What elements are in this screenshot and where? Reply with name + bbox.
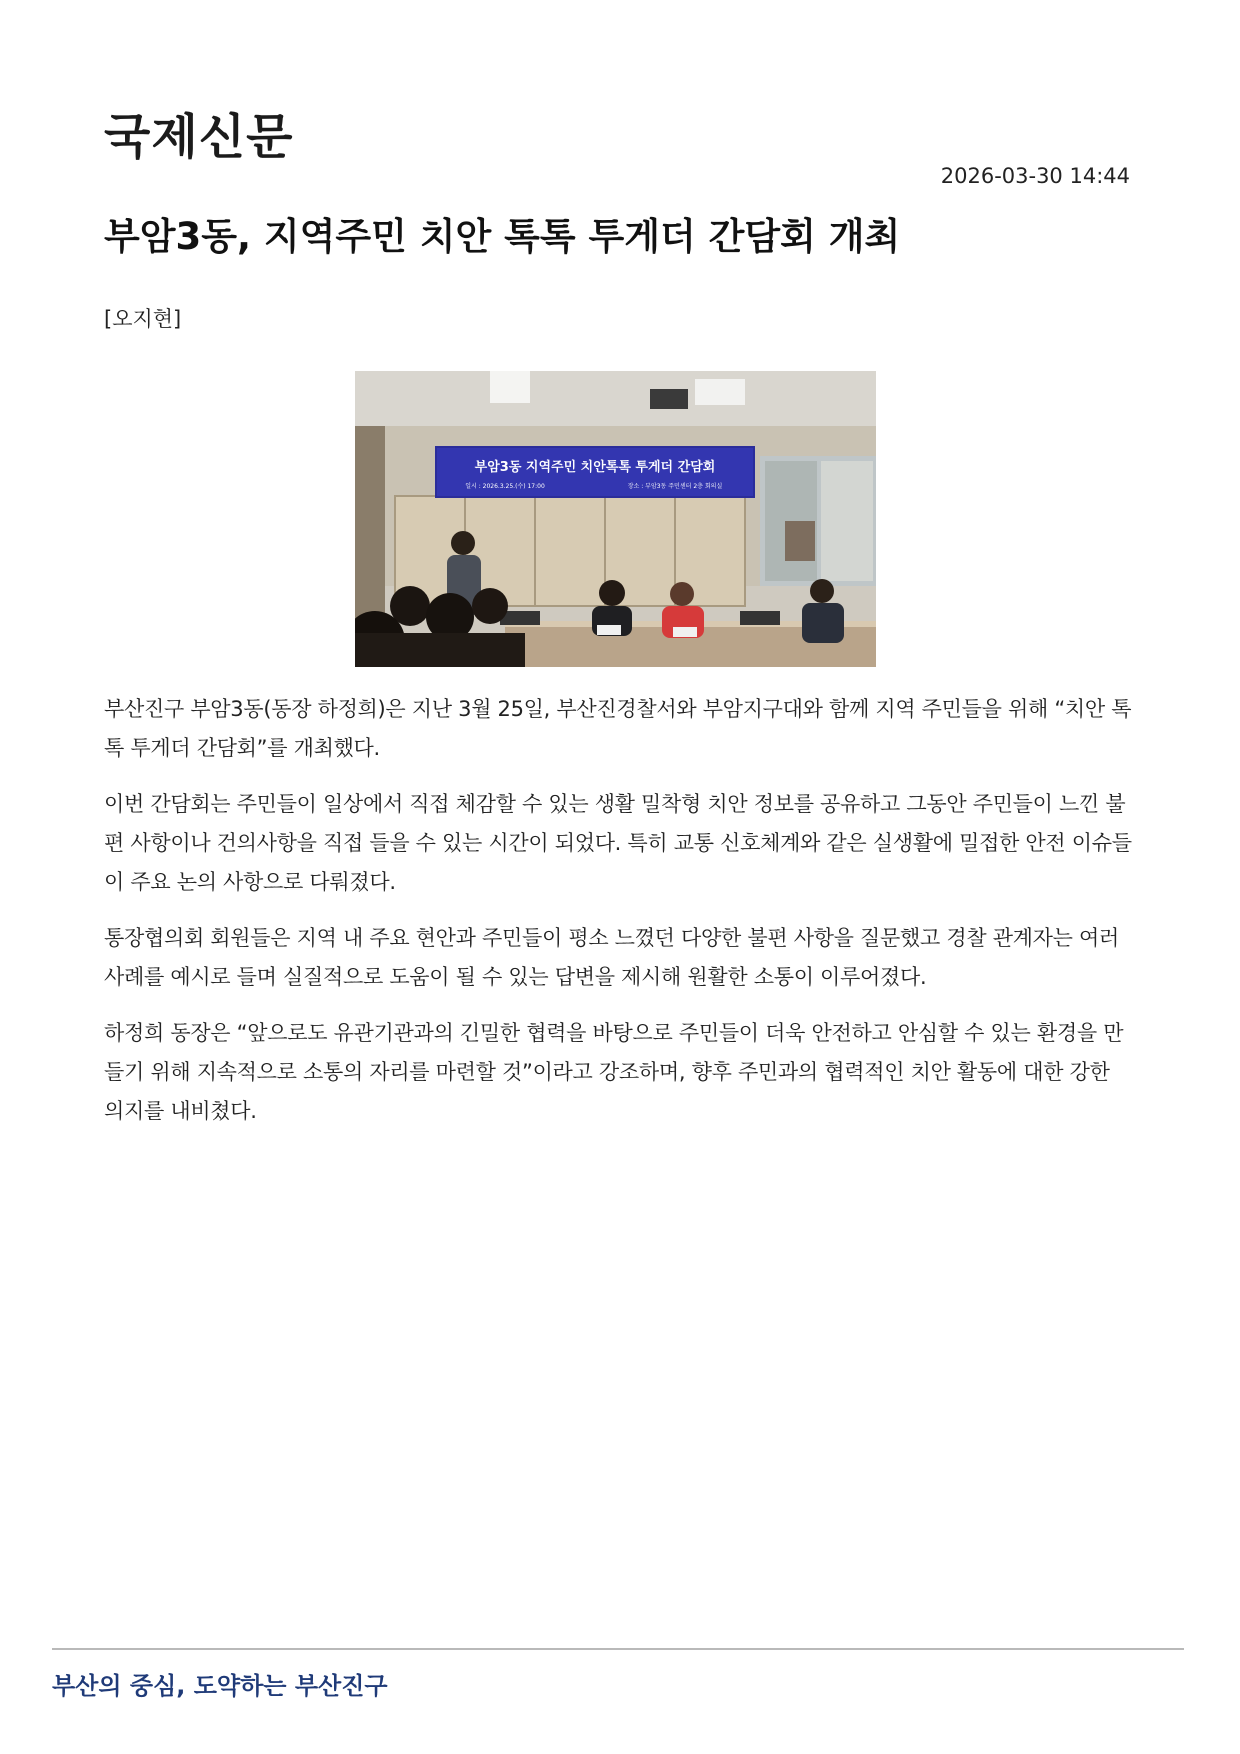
article-paragraph: 통장협의회 회원들은 지역 내 주요 현안과 주민들이 평소 느꼈던 다양한 불편 사항을 질문했고 경찰 관계자는 여러 사례를 예시로 들며 실질적으로 도움이 될 수 있는 답변을 제시해 원활한 소통이 이루어졌다. (104, 926, 1119, 989)
footer-divider (52, 1648, 1184, 1650)
article-paragraph: 이번 간담회는 주민들이 일상에서 직접 체감할 수 있는 생활 밀착형 치안 정보를 공유하고 그동안 주민들이 느낀 불편 사항이나 건의사항을 직접 들을 수 있는 시간이 되었다. 특히 교통 신호체계와 같은 실생활에 밀접한 안전 이슈들이 주요 논의 사항으로 다뤄졌다. (104, 792, 1132, 894)
banner-place: 장소 : 부암3동 주민센터 2층 회의실 (627, 483, 723, 490)
article-paragraph: 부산진구 부암3동(동장 하정희)은 지난 3월 25일, 부산진경찰서와 부암지구대와 함께 지역 주민들을 위해 “치안 톡톡 투게더 간담회”를 개최했다. (104, 697, 1132, 760)
byline: [오지현] (104, 307, 182, 331)
article-paragraph: 하정희 동장은 “앞으로도 유관기관과의 긴밀한 협력을 바탕으로 주민들이 더욱 안전하고 안심할 수 있는 환경을 만들기 위해 지속적으로 소통의 자리를 마련할 것”이라고 강조하며, 향후 주민과의 협력적인 치안 활동에 대한 강한 의지를 내비쳤다. (104, 1021, 1124, 1123)
article-headline: 부암3동, 지역주민 치안 톡톡 투게더 간담회 개최 (104, 215, 901, 258)
article-body (104, 690, 1134, 1148)
banner-date: 일시 : 2026.3.25.(수) 17:00 (465, 483, 545, 490)
publish-date: 2026-03-30 14:44 (940, 164, 1130, 188)
newspaper-masthead: 국제신문 (104, 109, 294, 165)
banner-title: 부암3동 지역주민 치안톡톡 투게더 간담회 (474, 460, 716, 475)
footer-slogan: 부산의 중심, 도약하는 부산진구 (52, 1672, 388, 1700)
article-photo (355, 371, 876, 667)
